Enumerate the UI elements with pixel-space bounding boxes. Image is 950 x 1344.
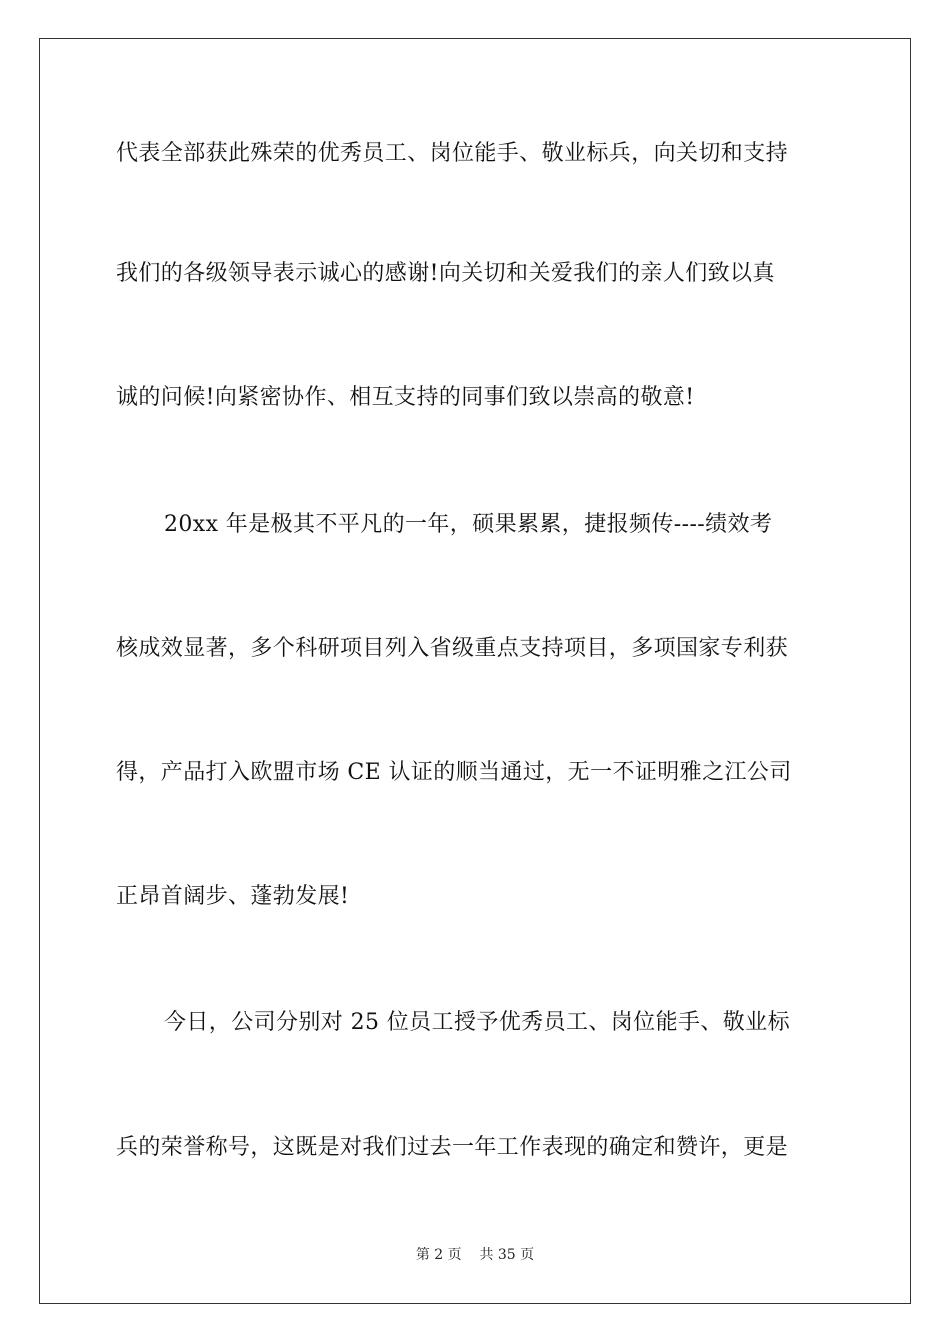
text-line-7: 正昂首阔步、蓬勃发展! — [116, 884, 350, 909]
text-line-6: 得，产品打入欧盟市场 CE 认证的顺当通过，无一不证明雅之江公司 — [116, 760, 792, 785]
text-line-1: 代表全部获此殊荣的优秀员工、岗位能手、敬业标兵，向关切和支持 — [116, 141, 789, 166]
page-number: 第 2 页 — [415, 1247, 462, 1263]
text-line-5: 核成效显著，多个科研项目列入省级重点支持项目，多项国家专利获 — [116, 636, 789, 661]
text-line-2: 我们的各级领导表示诚心的感谢!向关切和关爱我们的亲人们致以真 — [116, 261, 775, 286]
text-line-3: 诚的问候!向紧密协作、相互支持的同事们致以崇高的敬意! — [116, 385, 695, 410]
page-border — [39, 38, 911, 1304]
text-line-8: 今日，公司分别对 25 位员工授予优秀员工、岗位能手、敬业标 — [164, 1010, 790, 1035]
page-total: 共 35 页 — [479, 1247, 535, 1263]
text-line-4: 20xx 年是极其不平凡的一年，硕果累累，捷报频传----绩效考 — [164, 512, 773, 537]
page-footer — [0, 1246, 950, 1264]
text-line-9: 兵的荣誉称号，这既是对我们过去一年工作表现的确定和赞许，更是 — [116, 1135, 789, 1160]
